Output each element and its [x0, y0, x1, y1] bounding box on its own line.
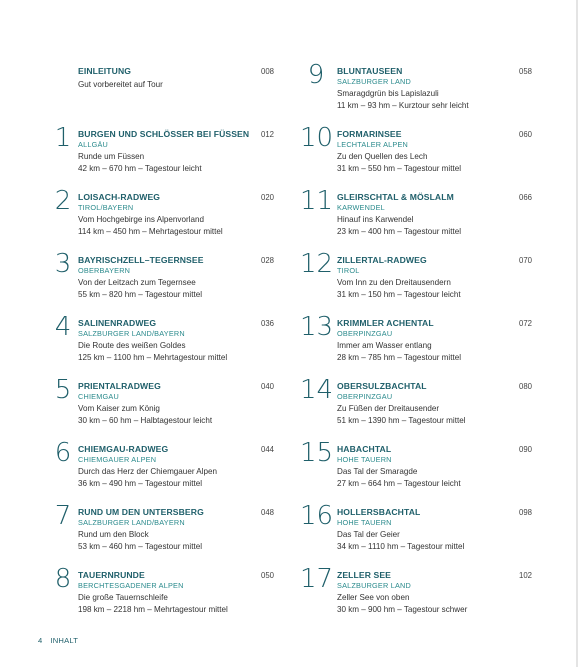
toc-entry[interactable] [52, 249, 274, 315]
tour-number: 6 [54, 438, 72, 468]
entry-stats: 55 km – 820 hm – Tagestour mittel [78, 290, 203, 299]
entry-body [337, 255, 532, 301]
entry-body [337, 66, 532, 112]
toc-entry[interactable] [52, 564, 274, 630]
entry-region: SALZBURGER LAND [337, 581, 411, 590]
entry-body [78, 570, 274, 616]
page-number: 020 [260, 193, 274, 202]
entry-stats: 30 km – 60 hm – Halbtagestour leicht [78, 416, 213, 425]
toc-entry[interactable] [300, 501, 532, 567]
entry-subtitle: Die Route des weißen Goldes [78, 341, 186, 350]
entry-subtitle: Vom Kaiser zum König [78, 404, 160, 413]
toc-entry[interactable] [52, 501, 274, 567]
entry-subtitle: Vom Inn zu den Dreitausendern [337, 278, 451, 287]
entry-body [78, 444, 274, 490]
entry-region: OBERBAYERN [78, 266, 131, 275]
page-number: 012 [260, 130, 274, 139]
entry-subtitle: Das Tal der Geier [337, 530, 400, 539]
toc-entry[interactable] [300, 438, 532, 504]
entry-title: PRIENTALRADWEG [78, 381, 161, 391]
entry-body [337, 318, 532, 364]
page-number: 008 [260, 67, 274, 76]
entry-region: KARWENDEL [337, 203, 385, 212]
entry-subtitle: Das Tal der Smaragde [337, 467, 418, 476]
entry-subtitle: Zeller See von oben [337, 593, 410, 602]
tour-number: 10 [300, 123, 334, 153]
entry-stats: 28 km – 785 hm – Tagestour mittel [337, 353, 462, 362]
page-number: 080 [518, 382, 532, 391]
entry-title: HOLLERSBACHTAL [337, 507, 421, 517]
tour-number: 16 [300, 501, 334, 531]
entry-body [337, 570, 532, 616]
entry-stats: 125 km – 1100 hm – Mehrtagestour mittel [78, 353, 228, 362]
entry-title: BAYRISCHZELL–TEGERNSEE [78, 255, 204, 265]
tour-number: 11 [300, 186, 334, 216]
entry-region: SALZBURGER LAND [337, 77, 411, 86]
entry-body [337, 381, 532, 427]
entry-subtitle: Gut vorbereitet auf Tour [78, 80, 163, 89]
entry-title: BLUNTAUSEEN [337, 66, 403, 76]
page-number: 102 [518, 571, 532, 580]
entry-region: TIROL/BAYERN [78, 203, 134, 212]
entry-title: CHIEMGAU-RADWEG [78, 444, 169, 454]
entry-region: ALLGÄU [78, 140, 108, 149]
entry-stats: 23 km – 400 hm – Tagestour mittel [337, 227, 462, 236]
entry-region: BERCHTESGADENER ALPEN [78, 581, 184, 590]
toc-entry[interactable] [52, 438, 274, 504]
entry-body [78, 129, 274, 175]
page-number: 028 [260, 256, 274, 265]
page-number: 036 [260, 319, 274, 328]
toc-entry[interactable] [52, 66, 274, 126]
toc-entry[interactable] [52, 375, 274, 441]
page-footer [38, 636, 78, 645]
entry-stats: 114 km – 450 hm – Mehrtagestour mittel [78, 227, 223, 236]
toc-entry[interactable] [300, 375, 532, 441]
tour-number: 7 [54, 501, 72, 531]
entry-subtitle: Smaragdgrün bis Lapislazuli [337, 89, 439, 98]
entry-stats: 27 km – 664 hm – Tagestour leicht [337, 479, 461, 488]
entry-stats: 30 km – 900 hm – Tagestour schwer [337, 605, 468, 614]
entry-subtitle: Zu den Quellen des Lech [337, 152, 428, 161]
entry-subtitle: Zu Füßen der Dreitausender [337, 404, 440, 413]
entry-body [337, 444, 532, 490]
entry-region: HOHE TAUERN [337, 455, 392, 464]
entry-region: HOHE TAUERN [337, 518, 392, 527]
entry-stats: 11 km – 93 hm – Kurztour sehr leicht [337, 101, 469, 110]
entry-title: EINLEITUNG [78, 66, 132, 76]
entry-region: TIROL [337, 266, 360, 275]
entry-title: ZILLERTAL-RADWEG [337, 255, 427, 265]
entry-body [337, 129, 532, 175]
entry-body [78, 507, 274, 553]
tour-number: 14 [300, 375, 334, 405]
footer-section-label: INHALT [50, 636, 79, 645]
entry-subtitle: Von der Leitzach zum Tegernsee [78, 278, 196, 287]
entry-region: OBERPINZGAU [337, 392, 393, 401]
entry-subtitle: Die große Tauernschleife [78, 593, 168, 602]
entry-region: SALZBURGER LAND/BAYERN [78, 518, 185, 527]
toc-entry[interactable] [52, 312, 274, 378]
entry-body [78, 255, 274, 301]
entry-stats: 34 km – 1110 hm – Tagestour mittel [337, 542, 465, 551]
entry-region: SALZBURGER LAND/BAYERN [78, 329, 185, 338]
entry-title: HABACHTAL [337, 444, 392, 454]
entry-stats: 31 km – 550 hm – Tagestour mittel [337, 164, 462, 173]
entry-body [78, 318, 274, 364]
page-number: 048 [260, 508, 274, 517]
page-number: 072 [518, 319, 532, 328]
entry-title: GLEIRSCHTAL & MÖSLALM [337, 192, 454, 202]
entry-subtitle: Durch das Herz der Chiemgauer Alpen [78, 467, 218, 476]
entry-title: RUND UM DEN UNTERSBERG [78, 507, 204, 517]
entry-body [78, 381, 274, 427]
tour-number: 5 [54, 375, 72, 405]
tour-number: 15 [300, 438, 334, 468]
entry-subtitle: Runde um Füssen [78, 152, 145, 161]
tour-number: 4 [54, 312, 72, 342]
tour-number: 9 [307, 60, 325, 90]
page-number: 058 [518, 67, 532, 76]
entry-subtitle: Vom Hochgebirge ins Alpenvorland [78, 215, 204, 224]
entry-body [337, 507, 532, 553]
tour-number: 12 [300, 249, 334, 279]
page-number: 040 [260, 382, 274, 391]
entry-subtitle: Rund um den Block [78, 530, 149, 539]
toc-entry[interactable] [300, 60, 532, 126]
entry-region: LECHTALER ALPEN [337, 140, 408, 149]
entry-title: OBERSULZBACHTAL [337, 381, 427, 391]
entry-stats: 51 km – 1390 hm – Tagestour mittel [337, 416, 466, 425]
entry-body [78, 66, 274, 91]
entry-stats: 31 km – 150 hm – Tagestour leicht [337, 290, 461, 299]
toc-entry[interactable] [52, 186, 274, 252]
page-number: 090 [518, 445, 532, 454]
page-number: 070 [518, 256, 532, 265]
entry-title: LOISACH-RADWEG [78, 192, 161, 202]
toc-entry[interactable] [52, 123, 274, 189]
page-number: 098 [518, 508, 532, 517]
tour-number: 17 [300, 564, 334, 594]
tour-number: 13 [300, 312, 334, 342]
entry-stats: 42 km – 670 hm – Tagestour leicht [78, 164, 202, 173]
page-number: 050 [260, 571, 274, 580]
page-number: 060 [518, 130, 532, 139]
entry-title: TAUERNRUNDE [78, 570, 145, 580]
entry-region: CHIEMGAU [78, 392, 119, 401]
toc-entry[interactable] [300, 249, 532, 315]
entry-subtitle: Hinauf ins Karwendel [337, 215, 414, 224]
entry-subtitle: Immer am Wasser entlang [337, 341, 432, 350]
page-number: 066 [518, 193, 532, 202]
entry-body [337, 192, 532, 238]
entry-stats: 36 km – 490 hm – Tagestour mittel [78, 479, 203, 488]
toc-entry[interactable] [300, 312, 532, 378]
tour-number: 1 [54, 123, 72, 153]
entry-region: CHIEMGAUER ALPEN [78, 455, 157, 464]
entry-body [78, 192, 274, 238]
toc-entry[interactable] [300, 123, 532, 189]
entry-title: FORMARINSEE [337, 129, 402, 139]
entry-title: KRIMMLER ACHENTAL [337, 318, 434, 328]
toc-entry[interactable] [300, 186, 532, 252]
footer-page-number: 4 [38, 636, 43, 645]
tour-number: 3 [54, 249, 72, 279]
tour-number: 8 [54, 564, 72, 594]
entry-region: OBERPINZGAU [337, 329, 393, 338]
toc-entry[interactable] [300, 564, 532, 630]
tour-number: 2 [54, 186, 72, 216]
entry-title: ZELLER SEE [337, 570, 392, 580]
entry-stats: 198 km – 2218 hm – Mehrtagestour mittel [78, 605, 228, 614]
page-number: 044 [260, 445, 274, 454]
entry-title: BURGEN UND SCHLÖSSER BEI FÜSSEN [78, 129, 250, 139]
entry-stats: 53 km – 460 hm – Tagestour mittel [78, 542, 203, 551]
entry-title: SALINENRADWEG [78, 318, 157, 328]
